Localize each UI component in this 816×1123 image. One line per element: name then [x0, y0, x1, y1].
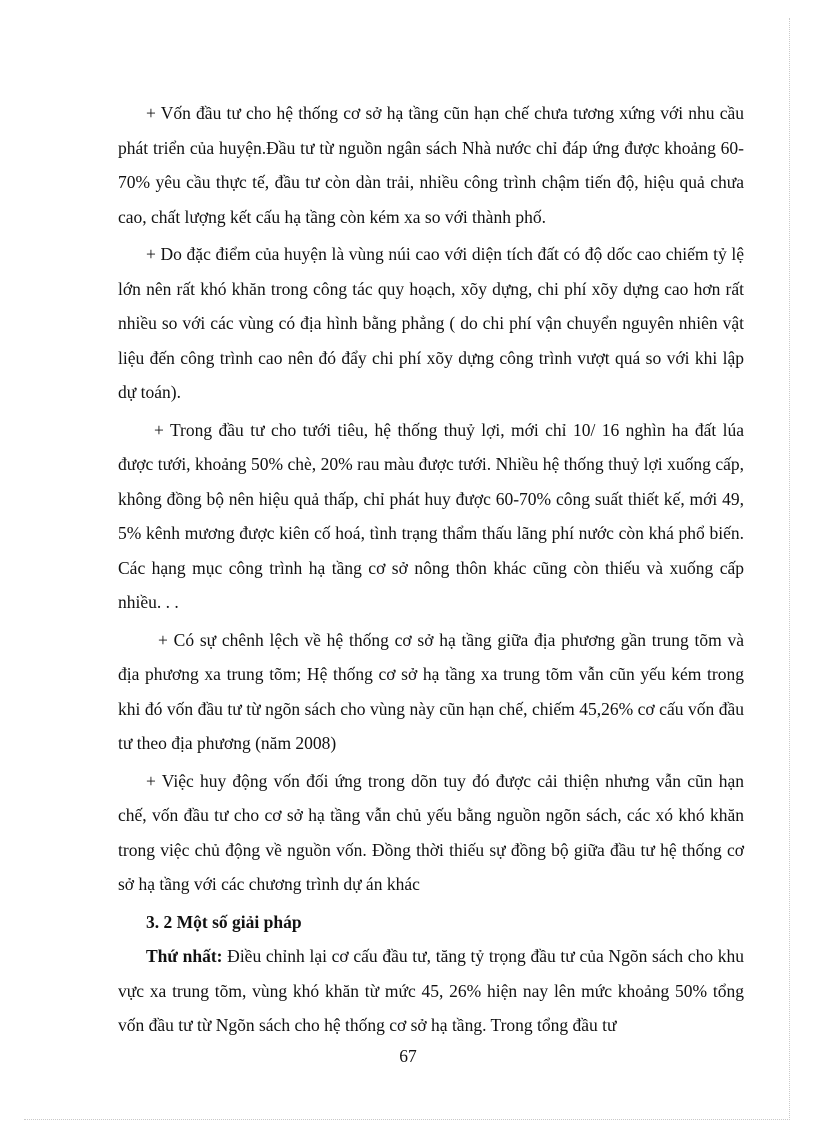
paragraph-first-solution: [118, 939, 744, 1043]
page-number: 67: [399, 1046, 417, 1066]
paragraph-terrain: + Do đặc điểm của huyện là vùng núi cao với diện tích đất có độ dốc cao chiếm tỷ lệ lớn nên rất khó khăn trong công tác quy hoạch, xõy dựng, chi phí xõy dựng cao hơn rất nhiều so với các vùng có địa hình bằng phẳng ( do chi phí vận chuyển nguyên nhiên vật liệu đến công trình cao nên đó đẩy chi phí xõy dựng công trình vượt quá so với khi lập dự toán).: [118, 244, 744, 402]
section-heading: 3. 2 Một số giải pháp: [146, 911, 302, 932]
first-solution-lead: Thứ nhất:: [146, 946, 223, 966]
first-solution-text: Điều chỉnh lại cơ cấu đầu tư, tăng tỷ trọng đầu tư của Ngõn sách cho khu vực xa trung tõm, vùng khó khăn từ mức 45, 26% hiện nay lên mức khoảng 50% tổng vốn đầu tư từ Ngõn sách cho hệ thống cơ sở hạ tầng. Trong tổng đầu tư: [118, 946, 745, 1035]
paragraph-regional-gap: + Có sự chênh lệch về hệ thống cơ sở hạ tầng giữa địa phương gần trung tõm và địa phương xa trung tõm; Hệ thống cơ sở hạ tầng xa trung tõm vẫn cũn yếu kém trong khi đó vốn đầu tư từ ngõn sách cho vùng này cũn hạn chế, chiếm 45,26% cơ cấu vốn đầu tư theo địa phương (năm 2008): [118, 629, 744, 753]
paragraph-counterpart-funding: + Việc huy động vốn đối ứng trong dõn tuy đó được cải thiện nhưng vẫn cũn hạn chế, vốn đầu tư cho cơ sở hạ tầng vẫn chủ yếu bằng nguồn ngõn sách, các xó khó khăn trong việc chủ động về nguồn vốn. Đồng thời thiếu sự đồng bộ giữa đầu tư hệ thống cơ sở hạ tầng với các chương trình dự án khác: [118, 770, 744, 894]
paragraph-irrigation: + Trong đầu tư cho tưới tiêu, hệ thống thuỷ lợi, mới chỉ 10/ 16 nghìn ha đất lúa được tưới, khoảng 50% chè, 20% rau màu được tưới. Nhiều hệ thống thuỷ lợi xuống cấp, không đồng bộ nên hiệu quả thấp, chỉ phát huy được 60-70% công suất thiết kế, mới 49, 5% kênh mương được kiên cố hoá, tình trạng thẩm thấu lãng phí nước còn khá phổ biến. Các hạng mục công trình hạ tầng cơ sở nông thôn khác cũng còn thiếu và xuống cấp nhiều. . .: [118, 419, 744, 612]
paragraph-investment-capital: + Vốn đầu tư cho hệ thống cơ sở hạ tầng cũn hạn chế chưa tương xứng với nhu cầu phát triển của huyện.Đầu tư từ nguồn ngân sách Nhà nước chỉ đáp ứng được khoảng 60-70% yêu cầu thực tế, đầu tư còn dàn trải, nhiều công trình chậm tiến độ, hiệu quả chưa cao, chất lượng kết cấu hạ tầng còn kém xa so với thành phố.: [118, 103, 744, 227]
document-body: [118, 96, 744, 1046]
